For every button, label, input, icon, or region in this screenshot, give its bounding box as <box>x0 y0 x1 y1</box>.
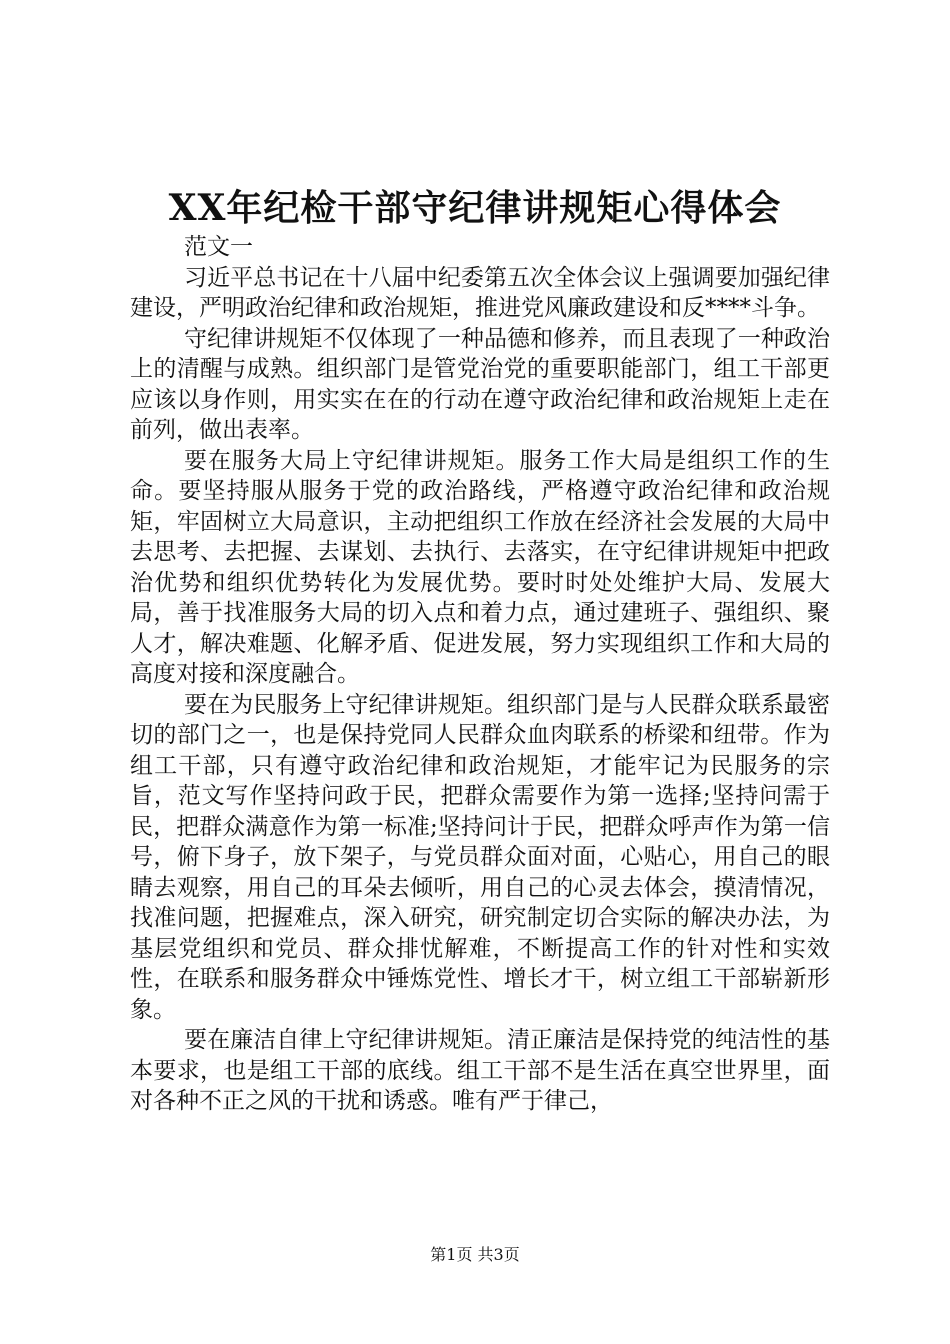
document-body <box>130 232 830 1117</box>
paragraph: 要在廉洁自律上守纪律讲规矩。清正廉洁是保持党的纯洁性的基本要求，也是组工干部的底线。组工干部不是生活在真空世界里，面对各种不正之风的干扰和诱惑。唯有严于律己， <box>130 1027 830 1114</box>
page-number-footer: 第1页 共3页 <box>430 1245 520 1264</box>
paragraph-label: 范文一 <box>184 234 253 260</box>
paragraph: 要在为民服务上守纪律讲规矩。组织部门是与人民群众联系最密切的部门之一，也是保持党同人民群众血肉联系的桥梁和纽带。作为组工干部，只有遵守政治纪律和政治规矩，才能牢记为民服务的宗旨，范文写作坚持问政于民，把群众需要作为第一选择;坚持问需于民，把群众满意作为第一标准;坚持问计于民，把群众呼声作为第一信号，俯下身子，放下架子，与党员群众面对面，心贴心，用自己的眼睛去观察，用自己的耳朵去倾听，用自己的心灵去体会，摸清情况，找准问题，把握难点，深入研究，研究制定切合实际的解决办法，为基层党组织和党员、群众排忧解难，不断提高工作的针对性和实效性，在联系和服务群众中锤炼党性、增长才干，树立组工干部崭新形象。 <box>130 691 830 1023</box>
paragraph: 习近平总书记在十八届中纪委第五次全体会议上强调要加强纪律建设，严明政治纪律和政治规矩，推进党风廉政建设和反****斗争。 <box>130 264 830 321</box>
document-title: XX年纪检干部守纪律讲规矩心得体会 <box>168 187 782 229</box>
paragraph: 守纪律讲规矩不仅体现了一种品德和修养，而且表现了一种政治上的清醒与成熟。组织部门是管党治党的重要职能部门，组工干部更应该以身作则，用实实在在的行动在遵守政治纪律和政治规矩上走在前列，做出表率。 <box>130 325 830 443</box>
paragraph: 要在服务大局上守纪律讲规矩。服务工作大局是组织工作的生命。要坚持服从服务于党的政治路线，严格遵守政治纪律和政治规矩，牢固树立大局意识，主动把组织工作放在经济社会发展的大局中去思考、去把握、去谋划、去执行、去落实，在守纪律讲规矩中把政治优势和组织优势转化为发展优势。要时时处处维护大局、发展大局，善于找准服务大局的切入点和着力点，通过建班子、强组织、聚人才，解决难题、化解矛盾、促进发展，努力实现组织工作和大局的高度对接和深度融合。 <box>130 447 830 687</box>
